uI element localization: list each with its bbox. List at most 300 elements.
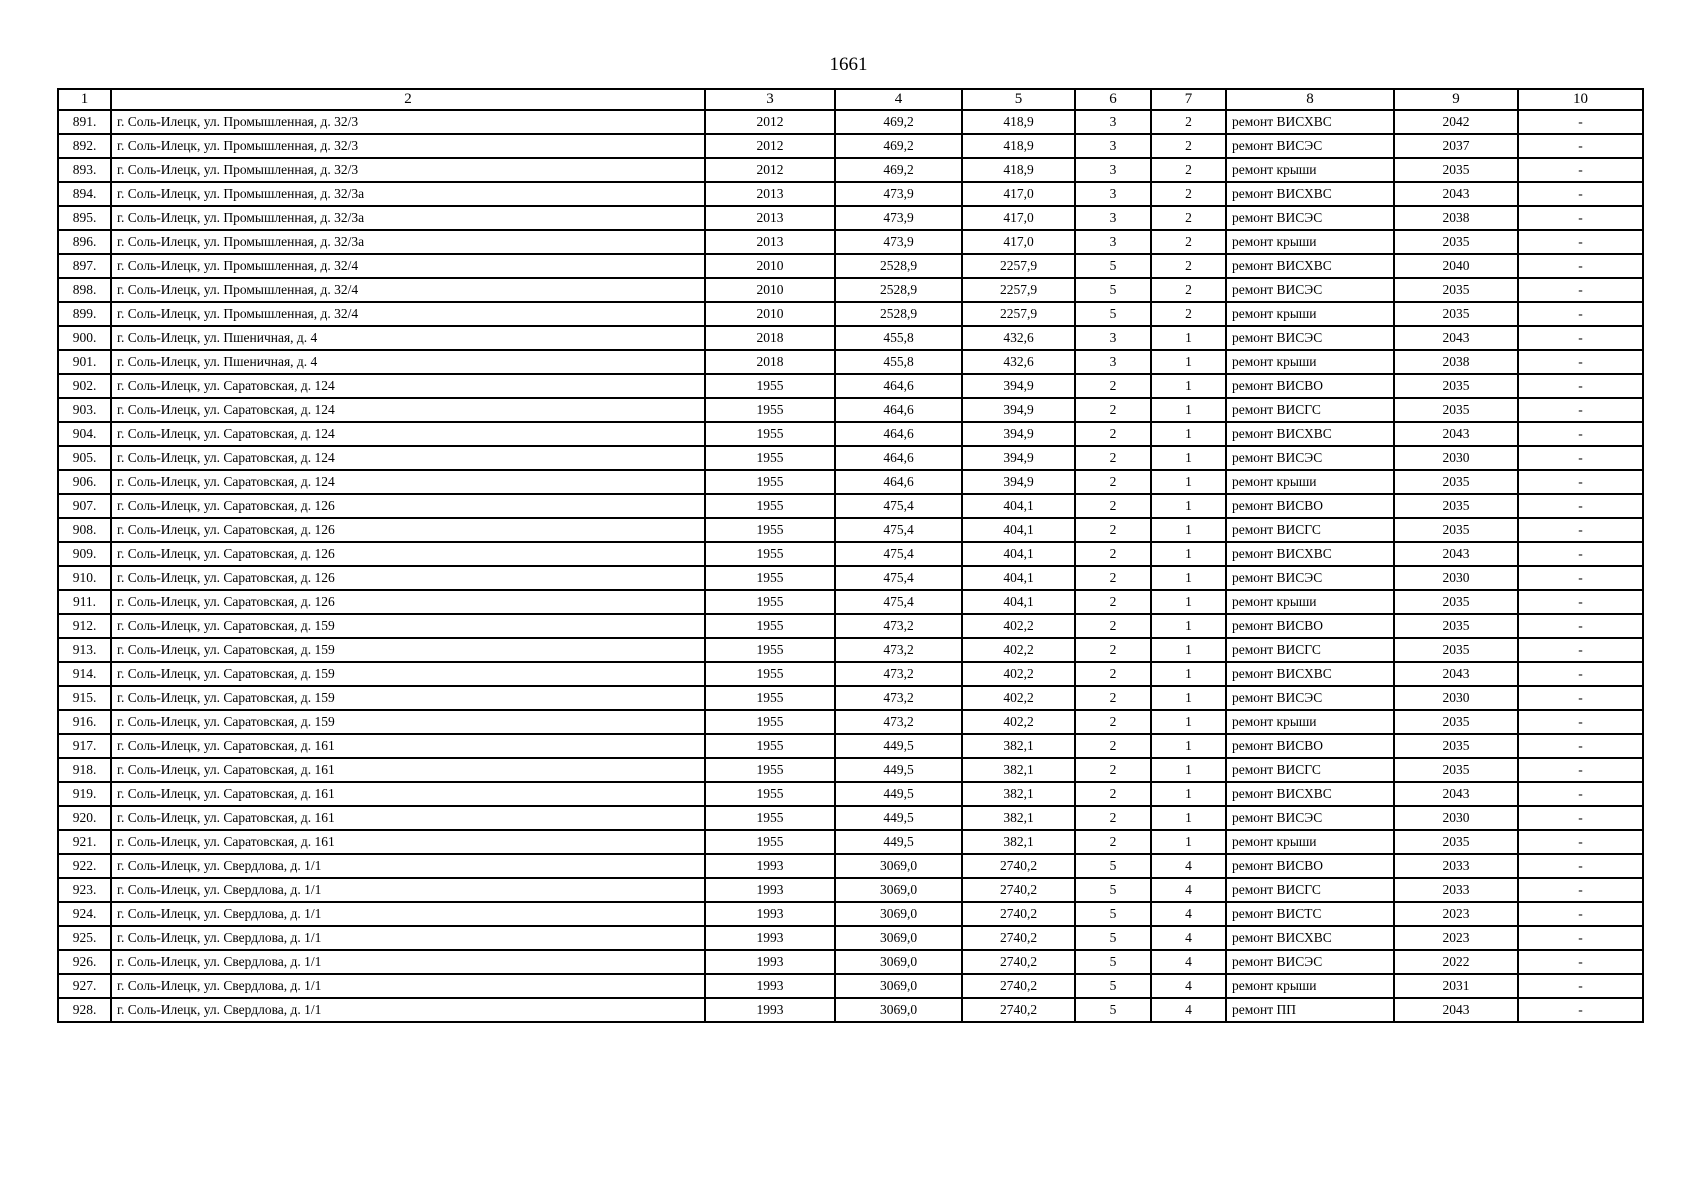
note-cell: - [1518, 206, 1643, 230]
floors-cell: 2 [1075, 494, 1151, 518]
address-cell: г. Соль-Илецк, ул. Промышленная, д. 32/4 [111, 254, 705, 278]
floors-cell: 2 [1075, 758, 1151, 782]
row-number-cell: 897. [58, 254, 111, 278]
total-area-cell: 469,2 [835, 158, 962, 182]
planned-year-cell: 2035 [1394, 302, 1518, 326]
note-cell: - [1518, 614, 1643, 638]
living-area-cell: 418,9 [962, 134, 1075, 158]
column-header-6: 6 [1075, 89, 1151, 110]
column-header-2: 2 [111, 89, 705, 110]
floors-cell: 3 [1075, 206, 1151, 230]
year-built-cell: 1955 [705, 566, 835, 590]
living-area-cell: 382,1 [962, 782, 1075, 806]
row-number-cell: 901. [58, 350, 111, 374]
floors-cell: 5 [1075, 254, 1151, 278]
planned-year-cell: 2033 [1394, 854, 1518, 878]
total-area-cell: 3069,0 [835, 974, 962, 998]
year-built-cell: 1955 [705, 758, 835, 782]
work-type-cell: ремонт крыши [1226, 590, 1394, 614]
address-cell: г. Соль-Илецк, ул. Свердлова, д. 1/1 [111, 854, 705, 878]
row-number-cell: 920. [58, 806, 111, 830]
address-cell: г. Соль-Илецк, ул. Пшеничная, д. 4 [111, 350, 705, 374]
row-number-cell: 922. [58, 854, 111, 878]
planned-year-cell: 2043 [1394, 326, 1518, 350]
living-area-cell: 404,1 [962, 566, 1075, 590]
work-type-cell: ремонт ВИСЭС [1226, 278, 1394, 302]
floors-cell: 2 [1075, 710, 1151, 734]
living-area-cell: 382,1 [962, 806, 1075, 830]
entrances-cell: 1 [1151, 638, 1226, 662]
table-row [58, 422, 1643, 446]
address-cell: г. Соль-Илецк, ул. Саратовская, д. 159 [111, 710, 705, 734]
address-cell: г. Соль-Илецк, ул. Свердлова, д. 1/1 [111, 902, 705, 926]
planned-year-cell: 2035 [1394, 638, 1518, 662]
table-row [58, 758, 1643, 782]
living-area-cell: 404,1 [962, 494, 1075, 518]
entrances-cell: 1 [1151, 326, 1226, 350]
address-cell: г. Соль-Илецк, ул. Саратовская, д. 124 [111, 398, 705, 422]
note-cell: - [1518, 998, 1643, 1022]
note-cell: - [1518, 374, 1643, 398]
table-row [58, 974, 1643, 998]
row-number-cell: 911. [58, 590, 111, 614]
living-area-cell: 417,0 [962, 206, 1075, 230]
row-number-cell: 894. [58, 182, 111, 206]
row-number-cell: 892. [58, 134, 111, 158]
work-type-cell: ремонт крыши [1226, 830, 1394, 854]
table-row [58, 230, 1643, 254]
entrances-cell: 4 [1151, 998, 1226, 1022]
table-row [58, 830, 1643, 854]
table-row [58, 302, 1643, 326]
work-type-cell: ремонт ВИСЭС [1226, 326, 1394, 350]
work-type-cell: ремонт ВИСЭС [1226, 566, 1394, 590]
entrances-cell: 1 [1151, 494, 1226, 518]
entrances-cell: 1 [1151, 446, 1226, 470]
planned-year-cell: 2038 [1394, 206, 1518, 230]
table-row [58, 494, 1643, 518]
note-cell: - [1518, 878, 1643, 902]
living-area-cell: 402,2 [962, 686, 1075, 710]
entrances-cell: 1 [1151, 782, 1226, 806]
floors-cell: 2 [1075, 782, 1151, 806]
address-cell: г. Соль-Илецк, ул. Свердлова, д. 1/1 [111, 974, 705, 998]
total-area-cell: 475,4 [835, 494, 962, 518]
work-type-cell: ремонт крыши [1226, 710, 1394, 734]
living-area-cell: 2740,2 [962, 974, 1075, 998]
row-number-cell: 912. [58, 614, 111, 638]
table-row [58, 134, 1643, 158]
address-cell: г. Соль-Илецк, ул. Свердлова, д. 1/1 [111, 878, 705, 902]
total-area-cell: 449,5 [835, 758, 962, 782]
column-header-9: 9 [1394, 89, 1518, 110]
planned-year-cell: 2035 [1394, 398, 1518, 422]
living-area-cell: 394,9 [962, 422, 1075, 446]
year-built-cell: 1993 [705, 902, 835, 926]
row-number-cell: 896. [58, 230, 111, 254]
address-cell: г. Соль-Илецк, ул. Саратовская, д. 124 [111, 422, 705, 446]
row-number-cell: 927. [58, 974, 111, 998]
year-built-cell: 1955 [705, 374, 835, 398]
entrances-cell: 4 [1151, 926, 1226, 950]
year-built-cell: 1955 [705, 638, 835, 662]
note-cell: - [1518, 590, 1643, 614]
total-area-cell: 473,2 [835, 710, 962, 734]
entrances-cell: 1 [1151, 590, 1226, 614]
work-type-cell: ремонт ВИСХВС [1226, 254, 1394, 278]
row-number-cell: 914. [58, 662, 111, 686]
total-area-cell: 473,2 [835, 686, 962, 710]
total-area-cell: 2528,9 [835, 302, 962, 326]
page-number: 1661 [829, 54, 868, 75]
note-cell: - [1518, 182, 1643, 206]
address-cell: г. Соль-Илецк, ул. Промышленная, д. 32/3 [111, 110, 705, 134]
floors-cell: 2 [1075, 542, 1151, 566]
note-cell: - [1518, 806, 1643, 830]
work-type-cell: ремонт крыши [1226, 230, 1394, 254]
note-cell: - [1518, 782, 1643, 806]
living-area-cell: 382,1 [962, 734, 1075, 758]
entrances-cell: 4 [1151, 902, 1226, 926]
floors-cell: 5 [1075, 950, 1151, 974]
work-type-cell: ремонт ВИСХВС [1226, 182, 1394, 206]
table-row [58, 902, 1643, 926]
year-built-cell: 1955 [705, 710, 835, 734]
work-type-cell: ремонт крыши [1226, 350, 1394, 374]
row-number-cell: 907. [58, 494, 111, 518]
table-container [57, 88, 1642, 1023]
address-cell: г. Соль-Илецк, ул. Промышленная, д. 32/4 [111, 278, 705, 302]
entrances-cell: 4 [1151, 878, 1226, 902]
year-built-cell: 1955 [705, 686, 835, 710]
address-cell: г. Соль-Илецк, ул. Промышленная, д. 32/3а [111, 182, 705, 206]
note-cell: - [1518, 350, 1643, 374]
table-row [58, 782, 1643, 806]
planned-year-cell: 2023 [1394, 926, 1518, 950]
year-built-cell: 1955 [705, 662, 835, 686]
work-type-cell: ремонт ВИСГС [1226, 518, 1394, 542]
column-header-7: 7 [1151, 89, 1226, 110]
planned-year-cell: 2035 [1394, 758, 1518, 782]
living-area-cell: 418,9 [962, 158, 1075, 182]
table-row [58, 878, 1643, 902]
planned-year-cell: 2043 [1394, 662, 1518, 686]
planned-year-cell: 2035 [1394, 590, 1518, 614]
work-type-cell: ремонт крыши [1226, 974, 1394, 998]
entrances-cell: 2 [1151, 134, 1226, 158]
floors-cell: 2 [1075, 374, 1151, 398]
year-built-cell: 1955 [705, 422, 835, 446]
planned-year-cell: 2035 [1394, 374, 1518, 398]
row-number-cell: 919. [58, 782, 111, 806]
total-area-cell: 473,2 [835, 638, 962, 662]
note-cell: - [1518, 470, 1643, 494]
planned-year-cell: 2037 [1394, 134, 1518, 158]
year-built-cell: 1955 [705, 398, 835, 422]
table-row [58, 374, 1643, 398]
total-area-cell: 455,8 [835, 350, 962, 374]
floors-cell: 2 [1075, 518, 1151, 542]
year-built-cell: 2018 [705, 350, 835, 374]
row-number-cell: 903. [58, 398, 111, 422]
floors-cell: 3 [1075, 134, 1151, 158]
table-row [58, 950, 1643, 974]
note-cell: - [1518, 518, 1643, 542]
address-cell: г. Соль-Илецк, ул. Саратовская, д. 159 [111, 638, 705, 662]
table-row [58, 110, 1643, 134]
total-area-cell: 473,2 [835, 662, 962, 686]
row-number-cell: 924. [58, 902, 111, 926]
address-cell: г. Соль-Илецк, ул. Саратовская, д. 161 [111, 758, 705, 782]
table-row [58, 734, 1643, 758]
total-area-cell: 473,2 [835, 614, 962, 638]
living-area-cell: 394,9 [962, 446, 1075, 470]
total-area-cell: 475,4 [835, 542, 962, 566]
entrances-cell: 2 [1151, 110, 1226, 134]
row-number-cell: 916. [58, 710, 111, 734]
entrances-cell: 1 [1151, 542, 1226, 566]
work-type-cell: ремонт ВИСВО [1226, 614, 1394, 638]
address-cell: г. Соль-Илецк, ул. Саратовская, д. 161 [111, 734, 705, 758]
entrances-cell: 1 [1151, 566, 1226, 590]
living-area-cell: 2740,2 [962, 950, 1075, 974]
work-type-cell: ремонт ВИСГС [1226, 398, 1394, 422]
year-built-cell: 2012 [705, 110, 835, 134]
total-area-cell: 449,5 [835, 782, 962, 806]
floors-cell: 2 [1075, 566, 1151, 590]
work-type-cell: ремонт крыши [1226, 302, 1394, 326]
living-area-cell: 394,9 [962, 374, 1075, 398]
living-area-cell: 2257,9 [962, 302, 1075, 326]
entrances-cell: 1 [1151, 470, 1226, 494]
table-row [58, 998, 1643, 1022]
entrances-cell: 1 [1151, 710, 1226, 734]
living-area-cell: 2740,2 [962, 854, 1075, 878]
address-cell: г. Соль-Илецк, ул. Свердлова, д. 1/1 [111, 998, 705, 1022]
address-cell: г. Соль-Илецк, ул. Саратовская, д. 124 [111, 374, 705, 398]
living-area-cell: 382,1 [962, 758, 1075, 782]
row-number-cell: 900. [58, 326, 111, 350]
living-area-cell: 2740,2 [962, 902, 1075, 926]
row-number-cell: 899. [58, 302, 111, 326]
floors-cell: 5 [1075, 974, 1151, 998]
address-cell: г. Соль-Илецк, ул. Промышленная, д. 32/3 [111, 158, 705, 182]
note-cell: - [1518, 758, 1643, 782]
living-area-cell: 417,0 [962, 230, 1075, 254]
total-area-cell: 469,2 [835, 110, 962, 134]
entrances-cell: 1 [1151, 686, 1226, 710]
work-type-cell: ремонт ВИСЭС [1226, 806, 1394, 830]
total-area-cell: 449,5 [835, 830, 962, 854]
note-cell: - [1518, 902, 1643, 926]
note-cell: - [1518, 398, 1643, 422]
entrances-cell: 1 [1151, 518, 1226, 542]
table-header-row [58, 89, 1643, 110]
planned-year-cell: 2042 [1394, 110, 1518, 134]
entrances-cell: 2 [1151, 206, 1226, 230]
living-area-cell: 382,1 [962, 830, 1075, 854]
table-row [58, 806, 1643, 830]
note-cell: - [1518, 158, 1643, 182]
table-row [58, 446, 1643, 470]
floors-cell: 2 [1075, 446, 1151, 470]
table-row [58, 158, 1643, 182]
floors-cell: 2 [1075, 734, 1151, 758]
living-area-cell: 2257,9 [962, 278, 1075, 302]
total-area-cell: 3069,0 [835, 926, 962, 950]
work-type-cell: ремонт ВИСЭС [1226, 134, 1394, 158]
note-cell: - [1518, 302, 1643, 326]
row-number-cell: 915. [58, 686, 111, 710]
work-type-cell: ремонт ВИСХВС [1226, 422, 1394, 446]
work-type-cell: ремонт крыши [1226, 158, 1394, 182]
row-number-cell: 893. [58, 158, 111, 182]
total-area-cell: 464,6 [835, 470, 962, 494]
table-row [58, 614, 1643, 638]
row-number-cell: 891. [58, 110, 111, 134]
year-built-cell: 1993 [705, 998, 835, 1022]
total-area-cell: 449,5 [835, 806, 962, 830]
column-header-10: 10 [1518, 89, 1643, 110]
total-area-cell: 3069,0 [835, 878, 962, 902]
row-number-cell: 925. [58, 926, 111, 950]
planned-year-cell: 2038 [1394, 350, 1518, 374]
living-area-cell: 2740,2 [962, 926, 1075, 950]
work-type-cell: ремонт ВИСТС [1226, 902, 1394, 926]
year-built-cell: 2012 [705, 158, 835, 182]
address-cell: г. Соль-Илецк, ул. Саратовская, д. 159 [111, 662, 705, 686]
total-area-cell: 3069,0 [835, 902, 962, 926]
table-row [58, 638, 1643, 662]
table-row [58, 926, 1643, 950]
living-area-cell: 404,1 [962, 518, 1075, 542]
floors-cell: 3 [1075, 350, 1151, 374]
note-cell: - [1518, 950, 1643, 974]
note-cell: - [1518, 830, 1643, 854]
year-built-cell: 2012 [705, 134, 835, 158]
living-area-cell: 394,9 [962, 470, 1075, 494]
entrances-cell: 1 [1151, 614, 1226, 638]
row-number-cell: 918. [58, 758, 111, 782]
table-row [58, 518, 1643, 542]
year-built-cell: 1955 [705, 806, 835, 830]
note-cell: - [1518, 710, 1643, 734]
entrances-cell: 2 [1151, 158, 1226, 182]
planned-year-cell: 2035 [1394, 710, 1518, 734]
work-type-cell: ремонт ВИСХВС [1226, 782, 1394, 806]
living-area-cell: 394,9 [962, 398, 1075, 422]
row-number-cell: 917. [58, 734, 111, 758]
planned-year-cell: 2022 [1394, 950, 1518, 974]
planned-year-cell: 2035 [1394, 494, 1518, 518]
floors-cell: 3 [1075, 326, 1151, 350]
total-area-cell: 473,9 [835, 206, 962, 230]
planned-year-cell: 2035 [1394, 734, 1518, 758]
year-built-cell: 1955 [705, 590, 835, 614]
note-cell: - [1518, 134, 1643, 158]
planned-year-cell: 2030 [1394, 566, 1518, 590]
note-cell: - [1518, 110, 1643, 134]
total-area-cell: 449,5 [835, 734, 962, 758]
row-number-cell: 928. [58, 998, 111, 1022]
entrances-cell: 4 [1151, 950, 1226, 974]
total-area-cell: 473,9 [835, 182, 962, 206]
note-cell: - [1518, 278, 1643, 302]
floors-cell: 2 [1075, 470, 1151, 494]
floors-cell: 2 [1075, 806, 1151, 830]
address-cell: г. Соль-Илецк, ул. Саратовская, д. 161 [111, 806, 705, 830]
note-cell: - [1518, 686, 1643, 710]
entrances-cell: 1 [1151, 830, 1226, 854]
table-row [58, 350, 1643, 374]
living-area-cell: 404,1 [962, 590, 1075, 614]
total-area-cell: 2528,9 [835, 278, 962, 302]
row-number-cell: 910. [58, 566, 111, 590]
floors-cell: 2 [1075, 590, 1151, 614]
year-built-cell: 1955 [705, 734, 835, 758]
address-cell: г. Соль-Илецк, ул. Промышленная, д. 32/3 [111, 134, 705, 158]
note-cell: - [1518, 734, 1643, 758]
address-cell: г. Соль-Илецк, ул. Саратовская, д. 159 [111, 614, 705, 638]
work-type-cell: ремонт ВИСХВС [1226, 542, 1394, 566]
table-row [58, 566, 1643, 590]
floors-cell: 2 [1075, 662, 1151, 686]
table-row [58, 182, 1643, 206]
planned-year-cell: 2035 [1394, 230, 1518, 254]
note-cell: - [1518, 926, 1643, 950]
planned-year-cell: 2035 [1394, 614, 1518, 638]
year-built-cell: 1955 [705, 494, 835, 518]
entrances-cell: 1 [1151, 758, 1226, 782]
entrances-cell: 1 [1151, 422, 1226, 446]
note-cell: - [1518, 566, 1643, 590]
row-number-cell: 923. [58, 878, 111, 902]
floors-cell: 5 [1075, 878, 1151, 902]
work-type-cell: ремонт ВИСВО [1226, 374, 1394, 398]
table-row [58, 278, 1643, 302]
planned-year-cell: 2040 [1394, 254, 1518, 278]
year-built-cell: 2010 [705, 278, 835, 302]
year-built-cell: 2013 [705, 230, 835, 254]
year-built-cell: 2010 [705, 254, 835, 278]
note-cell: - [1518, 254, 1643, 278]
entrances-cell: 1 [1151, 662, 1226, 686]
table-row [58, 542, 1643, 566]
year-built-cell: 1955 [705, 830, 835, 854]
column-header-4: 4 [835, 89, 962, 110]
planned-year-cell: 2043 [1394, 422, 1518, 446]
entrances-cell: 1 [1151, 806, 1226, 830]
year-built-cell: 1993 [705, 950, 835, 974]
floors-cell: 2 [1075, 422, 1151, 446]
address-cell: г. Соль-Илецк, ул. Пшеничная, д. 4 [111, 326, 705, 350]
work-type-cell: ремонт ВИСХВС [1226, 110, 1394, 134]
planned-year-cell: 2035 [1394, 158, 1518, 182]
address-cell: г. Соль-Илецк, ул. Саратовская, д. 126 [111, 590, 705, 614]
planned-year-cell: 2030 [1394, 446, 1518, 470]
total-area-cell: 473,9 [835, 230, 962, 254]
entrances-cell: 1 [1151, 398, 1226, 422]
row-number-cell: 913. [58, 638, 111, 662]
planned-year-cell: 2035 [1394, 518, 1518, 542]
floors-cell: 5 [1075, 854, 1151, 878]
planned-year-cell: 2035 [1394, 278, 1518, 302]
work-type-cell: ремонт ВИСГС [1226, 638, 1394, 662]
living-area-cell: 432,6 [962, 326, 1075, 350]
note-cell: - [1518, 422, 1643, 446]
year-built-cell: 1955 [705, 470, 835, 494]
living-area-cell: 402,2 [962, 614, 1075, 638]
